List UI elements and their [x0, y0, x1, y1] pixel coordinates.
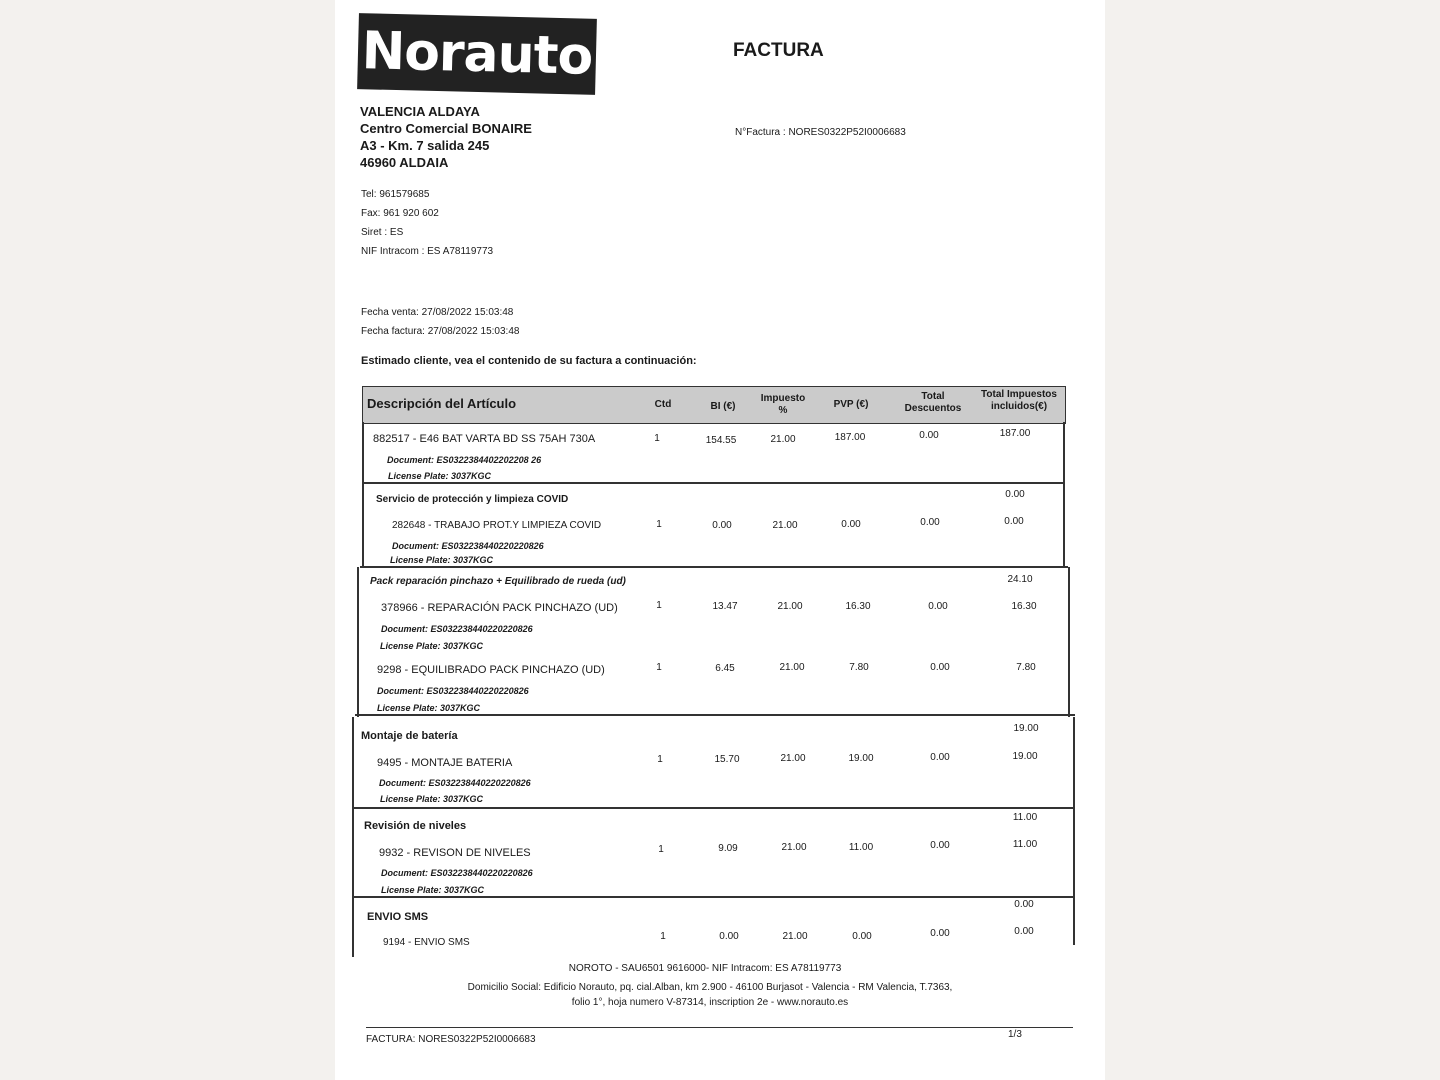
item-license-plate: License Plate: 3037KGC — [380, 641, 484, 651]
footer-invoice-ref: FACTURA: NORES0322P52I0006683 — [366, 1034, 536, 1045]
sale-date: Fecha venta: 27/08/2022 15:03:48 — [361, 307, 514, 318]
footer-rule — [366, 1027, 1073, 1028]
item-discount: 0.00 — [930, 928, 950, 939]
item-tax: 21.00 — [780, 753, 806, 764]
item-document: Document: ES032238440220220826 — [392, 541, 544, 551]
item-pvp: 19.00 — [848, 753, 874, 764]
group-name: Revisión de niveles — [364, 820, 467, 832]
store-fax: Fax: 961 920 602 — [361, 208, 439, 219]
group-name: Pack reparación pinchazo + Equilibrado de rueda (ud) — [370, 576, 626, 587]
row-separator — [362, 482, 1064, 484]
item-document: Document: ES032238440220220826 — [381, 624, 533, 634]
col-qty: Ctd — [654, 399, 672, 410]
item-document: Document: ES032238440220220826 — [381, 868, 533, 878]
item-discount: 0.00 — [930, 840, 950, 851]
group-total: 11.00 — [1012, 812, 1038, 823]
item-qty: 1 — [658, 844, 664, 855]
item-bi: 13.47 — [712, 601, 738, 612]
item-description: 9495 - MONTAJE BATERIA — [377, 757, 513, 769]
item-description: 9298 - EQUILIBRADO PACK PINCHAZO (UD) — [377, 664, 605, 676]
footer-domicile: Domicilio Social: Edificio Norauto, pq. cial.Alban, km 2.900 - 46100 Burjasot - Valencia - RM Valencia, T.7363, — [467, 982, 953, 993]
store-line2: A3 - Km. 7 salida 245 — [360, 138, 490, 153]
col-pvp: PVP (€) — [833, 399, 869, 410]
item-pvp: 0.00 — [841, 519, 861, 530]
item-document: Document: ES032238440220220826 — [379, 778, 531, 788]
row-separator — [353, 896, 1073, 898]
greeting-text: Estimado cliente, vea el contenido de su factura a continuación: — [361, 355, 697, 367]
store-nif: NIF Intracom : ES A78119773 — [361, 246, 494, 257]
col-bi: BI (€) — [710, 401, 736, 412]
item-tax: 21.00 — [770, 434, 796, 445]
invoice-number: N°Factura : NORES0322P52I0006683 — [735, 127, 906, 138]
item-discount: 0.00 — [930, 752, 950, 763]
footer-domicile-cont: folio 1°, hoja numero V-87314, inscription 2e - www.norauto.es — [571, 997, 849, 1008]
item-license-plate: License Plate: 3037KGC — [381, 885, 485, 895]
item-total: 0.00 — [1004, 516, 1024, 527]
group-total: 0.00 — [1014, 899, 1034, 910]
row-separator — [353, 807, 1073, 809]
item-license-plate: License Plate: 3037KGC — [390, 555, 494, 565]
item-discount: 0.00 — [920, 517, 940, 528]
item-license-plate: License Plate: 3037KGC — [380, 794, 484, 804]
item-tax: 21.00 — [779, 662, 805, 673]
invoice-title: FACTURA — [733, 40, 824, 61]
item-bi: 154.55 — [705, 435, 737, 446]
item-total: 187.00 — [999, 428, 1031, 439]
col-description: Descripción del Artículo — [367, 396, 517, 411]
item-qty: 1 — [660, 931, 666, 942]
item-pvp: 187.00 — [834, 432, 866, 443]
item-pvp: 0.00 — [852, 931, 872, 942]
store-line3: 46960 ALDAIA — [360, 155, 449, 170]
item-qty: 1 — [656, 519, 662, 530]
store-name: VALENCIA ALDAYA — [360, 104, 480, 119]
norauto-logo — [357, 13, 597, 95]
group-name: Servicio de protección y limpieza COVID — [376, 494, 569, 505]
footer-company: NOROTO - SAU6501 9616000- NIF Intracom: ES A78119773 — [568, 963, 842, 974]
item-pvp: 16.30 — [845, 601, 871, 612]
item-qty: 1 — [656, 600, 662, 611]
table-left-border — [352, 717, 354, 957]
group-total: 24.10 — [1007, 574, 1033, 585]
item-description: 9194 - ENVIO SMS — [383, 937, 470, 948]
table-right-border — [1063, 422, 1065, 567]
store-tel: Tel: 961579685 — [361, 189, 430, 200]
item-total: 0.00 — [1014, 926, 1034, 937]
item-description: 282648 - TRABAJO PROT.Y LIMPIEZA COVID — [392, 520, 602, 531]
item-total: 11.00 — [1012, 839, 1038, 850]
item-pvp: 11.00 — [848, 842, 874, 853]
item-bi: 15.70 — [714, 754, 740, 765]
group-name: Montaje de batería — [361, 730, 458, 742]
item-qty: 1 — [654, 433, 660, 444]
table-left-border — [357, 567, 359, 717]
item-total: 16.30 — [1011, 601, 1037, 612]
item-license-plate: License Plate: 3037KGC — [377, 703, 481, 713]
group-total: 19.00 — [1013, 723, 1039, 734]
item-description: 9932 - REVISON DE NIVELES — [379, 847, 531, 859]
page-number: 1/3 — [1008, 1029, 1022, 1040]
item-description: 378966 - REPARACIÓN PACK PINCHAZO (UD) — [381, 602, 618, 614]
col-discounts: Total Descuentos — [904, 391, 962, 414]
item-bi: 0.00 — [712, 520, 732, 531]
invoice-date: Fecha factura: 27/08/2022 15:03:48 — [361, 326, 520, 337]
table-header — [362, 386, 1066, 424]
item-tax: 21.00 — [777, 601, 803, 612]
store-siret: Siret : ES — [361, 227, 404, 238]
logo-text: Norauto — [361, 21, 593, 87]
item-qty: 1 — [657, 754, 663, 765]
item-document: Document: ES0322384402202208 26 — [387, 455, 542, 465]
item-document: Document: ES032238440220220826 — [377, 686, 529, 696]
store-line1: Centro Comercial BONAIRE — [360, 121, 532, 136]
item-tax: 21.00 — [772, 520, 798, 531]
table-right-border — [1068, 567, 1070, 717]
item-pvp: 7.80 — [849, 662, 869, 673]
item-bi: 9.09 — [718, 843, 738, 854]
col-tax: Impuesto % — [760, 393, 806, 416]
item-qty: 1 — [656, 662, 662, 673]
store-address — [360, 103, 532, 171]
item-total: 19.00 — [1012, 751, 1038, 762]
item-license-plate: License Plate: 3037KGC — [388, 471, 492, 481]
group-total: 0.00 — [1005, 489, 1025, 500]
item-tax: 21.00 — [782, 931, 808, 942]
item-bi: 6.45 — [715, 663, 735, 674]
item-bi: 0.00 — [719, 931, 739, 942]
item-discount: 0.00 — [919, 430, 939, 441]
item-tax: 21.00 — [781, 842, 807, 853]
item-discount: 0.00 — [928, 601, 948, 612]
table-left-border — [362, 422, 364, 567]
col-total: Total Impuestos incluidos(€) — [981, 389, 1057, 412]
table-right-border — [1073, 717, 1075, 945]
item-total: 7.80 — [1016, 662, 1036, 673]
group-name: ENVIO SMS — [367, 911, 429, 923]
row-separator — [360, 566, 1068, 568]
row-separator — [355, 714, 1075, 716]
item-description: 882517 - E46 BAT VARTA BD SS 75AH 730A — [373, 433, 596, 445]
item-discount: 0.00 — [930, 662, 950, 673]
